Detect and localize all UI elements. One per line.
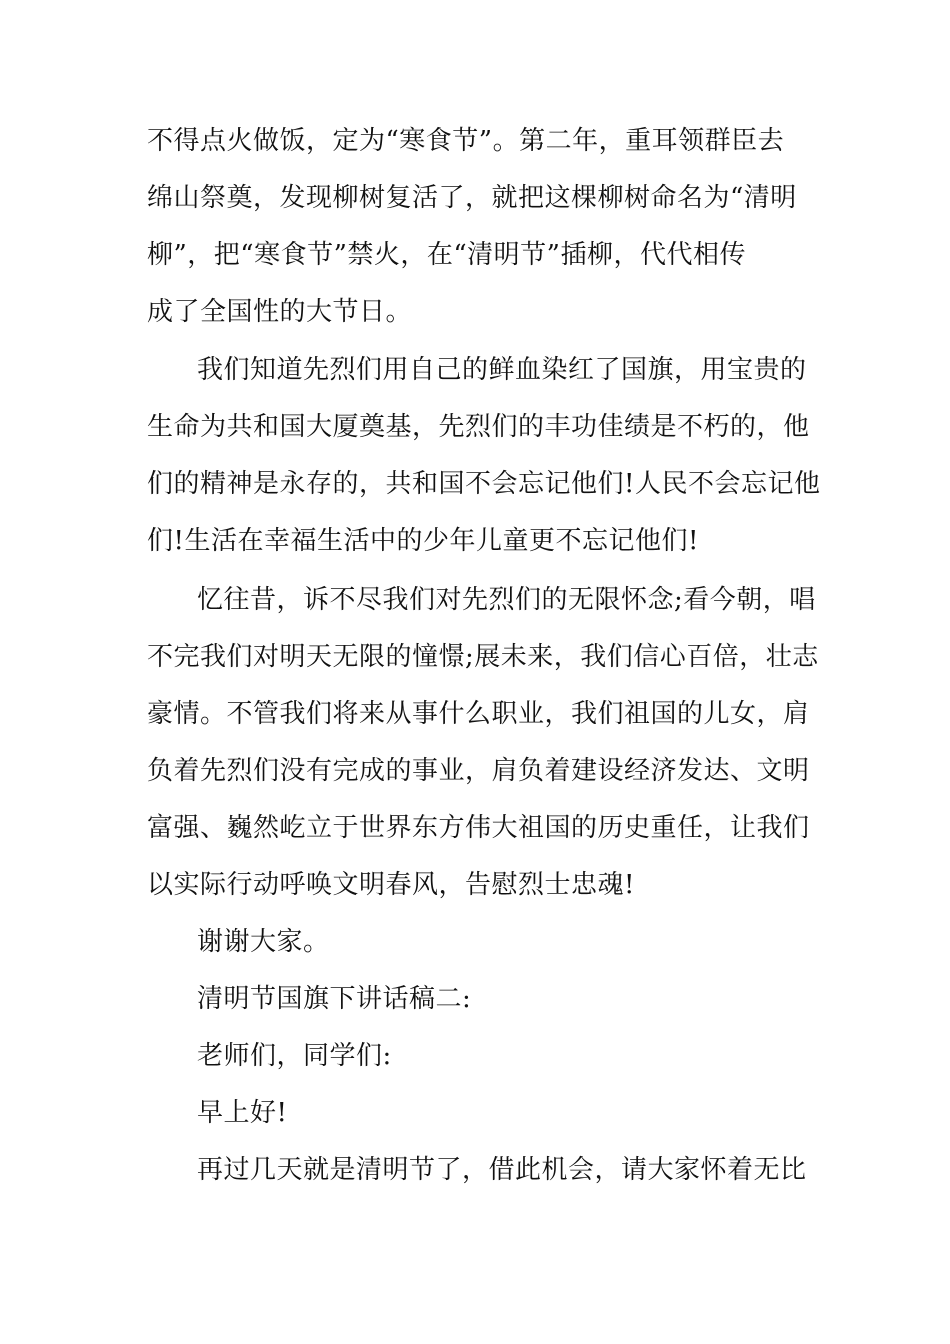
section-heading: 清明节国旗下讲话稿二:: [197, 984, 472, 1014]
text-line: 富强、巍然屹立于世界东方伟大祖国的历史重任，让我们: [147, 813, 810, 843]
text-line: 负着先烈们没有完成的事业，肩负着建设经济发达、文明: [147, 756, 810, 786]
text-line: 以实际行动呼唤文明春风，告慰烈士忠魂!: [147, 870, 635, 900]
paragraph-first-line: 再过几天就是清明节了，借此机会，请大家怀着无比: [197, 1155, 807, 1185]
paragraph-first-line: 忆往昔，诉不尽我们对先烈们的无限怀念;看今朝，唱: [197, 585, 816, 615]
text-line: 们!生活在幸福生活中的少年儿童更不忘记他们!: [147, 526, 699, 556]
text-line: 生命为共和国大厦奠基，先烈们的丰功佳绩是不朽的，他: [147, 412, 810, 442]
text-line: 柳”，把“寒食节”禁火，在“清明节”插柳，代代相传: [147, 240, 746, 270]
greeting: 早上好!: [197, 1098, 288, 1128]
text-line: 绵山祭奠，发现柳树复活了，就把这棵柳树命名为“清明: [147, 183, 797, 213]
text-line: 不得点火做饭，定为“寒食节”。第二年，重耳领群臣去: [147, 126, 785, 156]
text-line: 不完我们对明天无限的憧憬;展未来，我们信心百倍，壮志: [147, 642, 819, 672]
text-line: 们的精神是永存的，共和国不会忘记他们!人民不会忘记他: [147, 469, 821, 499]
text-line: 豪情。不管我们将来从事什么职业，我们祖国的儿女，肩: [147, 699, 810, 729]
paragraph-first-line: 我们知道先烈们用自己的鲜血染红了国旗，用宝贵的: [197, 355, 807, 385]
salutation: 老师们，同学们:: [197, 1041, 392, 1071]
closing-thanks: 谢谢大家。: [197, 927, 330, 957]
text-line: 成了全国性的大节日。: [147, 297, 413, 327]
